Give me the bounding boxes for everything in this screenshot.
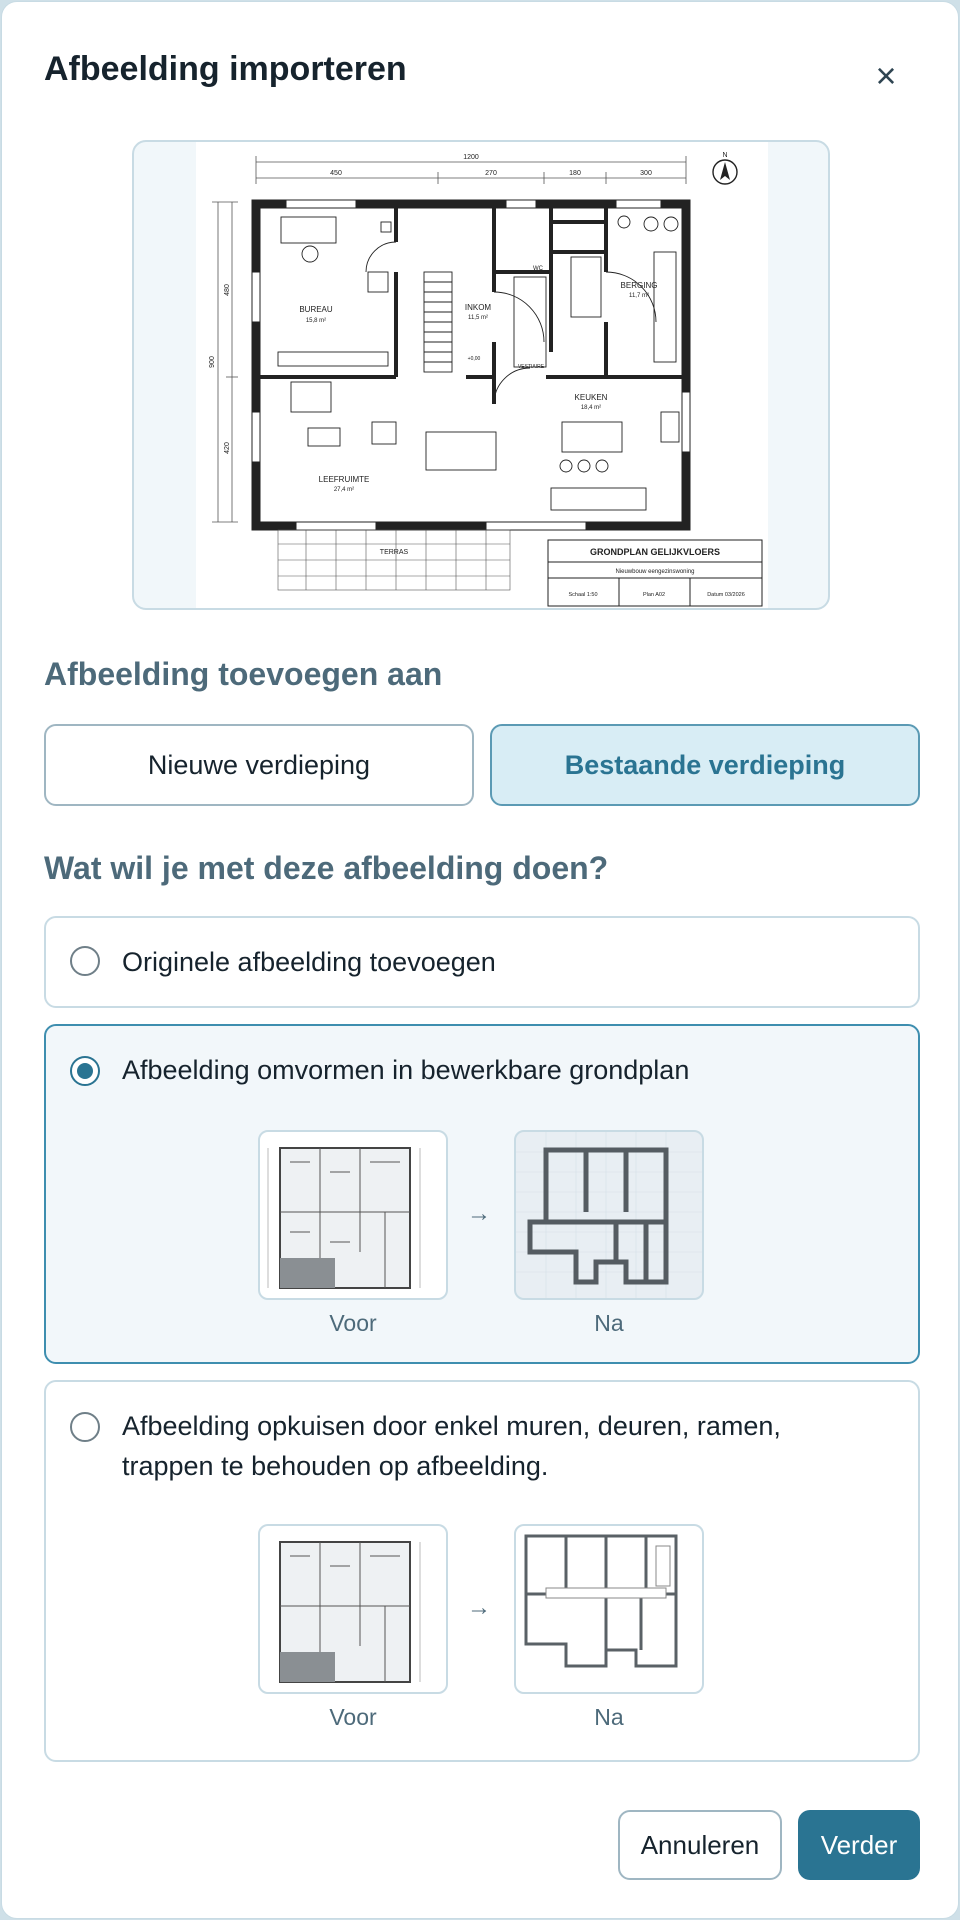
room-area-keuken: 18,4 m² <box>580 405 602 411</box>
north-label: N <box>722 152 728 159</box>
option-add-original[interactable] <box>44 916 920 1008</box>
cleanup-before-caption: Voor <box>329 1704 377 1730</box>
plan-scale: Schaal 1:50 <box>568 592 598 598</box>
dim-top-4: 300 <box>640 170 652 177</box>
radio-cleanup[interactable] <box>70 1412 100 1442</box>
arrow-right-icon: → <box>467 1594 491 1621</box>
after-caption: Na <box>594 1310 624 1336</box>
room-area-berging: 11,7 m² <box>629 293 649 299</box>
room-label-berging: BERGING <box>620 281 658 290</box>
dialog-title: Afbeelding importeren <box>44 50 407 88</box>
plan-date: Datum 03/2026 <box>707 592 745 598</box>
dim-left-1: 480 <box>224 284 231 296</box>
radio-convert-editable[interactable] <box>70 1056 100 1086</box>
new-floor-option[interactable]: Nieuwe verdieping <box>44 724 474 806</box>
close-button[interactable] <box>864 54 908 98</box>
radio-add-original[interactable] <box>70 946 100 976</box>
room-label-vestiaire: VESTIAIRE <box>517 364 545 370</box>
room-area-leefruimte: 27,4 m² <box>333 487 355 493</box>
before-thumbnail <box>258 1130 448 1300</box>
room-area-inkom: 11,5 m² <box>468 315 488 321</box>
dim-top-2: 270 <box>485 170 497 177</box>
option-cleanup-label-line1: Afbeelding opkuisen door enkel muren, deuren, ramen, <box>122 1411 781 1441</box>
room-label-wc: WC <box>533 266 543 272</box>
dim-top-3: 180 <box>569 170 581 177</box>
plan-title: GRONDPLAN GELIJKVLOERS <box>589 547 721 557</box>
next-button[interactable]: Verder <box>798 1810 920 1880</box>
dim-top-total: 1200 <box>463 154 479 161</box>
plan-subtitle: Nieuwbouw eengezinswoning <box>615 569 695 575</box>
option-convert-editable[interactable] <box>44 1024 920 1364</box>
cleanup-before-thumbnail <box>258 1524 448 1694</box>
action-heading: Wat wil je met deze afbeelding doen? <box>44 850 609 886</box>
close-icon: × <box>875 55 897 96</box>
room-label-leefruimte: LEEFRUIMTE <box>318 475 370 484</box>
floor-plan-image <box>196 142 768 610</box>
room-label-bureau: BUREAU <box>299 305 333 314</box>
room-area-bureau: 15,8 m² <box>305 318 327 324</box>
dim-left-2: 420 <box>224 442 231 454</box>
cancel-button[interactable]: Annuleren <box>618 1810 782 1880</box>
option-add-original-label: Originele afbeelding toevoegen <box>122 947 496 977</box>
add-to-heading: Afbeelding toevoegen aan <box>44 656 443 692</box>
dim-top-1: 450 <box>330 170 342 177</box>
cleanup-after-thumbnail <box>514 1524 704 1694</box>
room-label-keuken: KEUKEN <box>574 393 608 402</box>
cleanup-after-caption: Na <box>594 1704 624 1730</box>
existing-floor-option[interactable]: Bestaande verdieping <box>490 724 920 806</box>
room-label-terras: TERRAS <box>379 549 409 556</box>
after-thumbnail <box>514 1130 704 1300</box>
import-image-dialog <box>1 1 959 1919</box>
dim-left-total: 900 <box>209 356 216 368</box>
before-caption: Voor <box>329 1310 377 1336</box>
option-cleanup-label-line2: trappen te behouden op afbeelding. <box>122 1451 549 1481</box>
arrow-right-icon: → <box>467 1200 491 1227</box>
level-mark: +0,00 <box>467 356 481 362</box>
room-label-inkom: INKOM <box>464 303 492 312</box>
option-convert-editable-label: Afbeelding omvormen in bewerkbare grondplan <box>122 1055 690 1085</box>
image-preview <box>132 140 830 610</box>
plan-number: Plan A02 <box>642 592 666 598</box>
option-cleanup[interactable] <box>44 1380 920 1762</box>
